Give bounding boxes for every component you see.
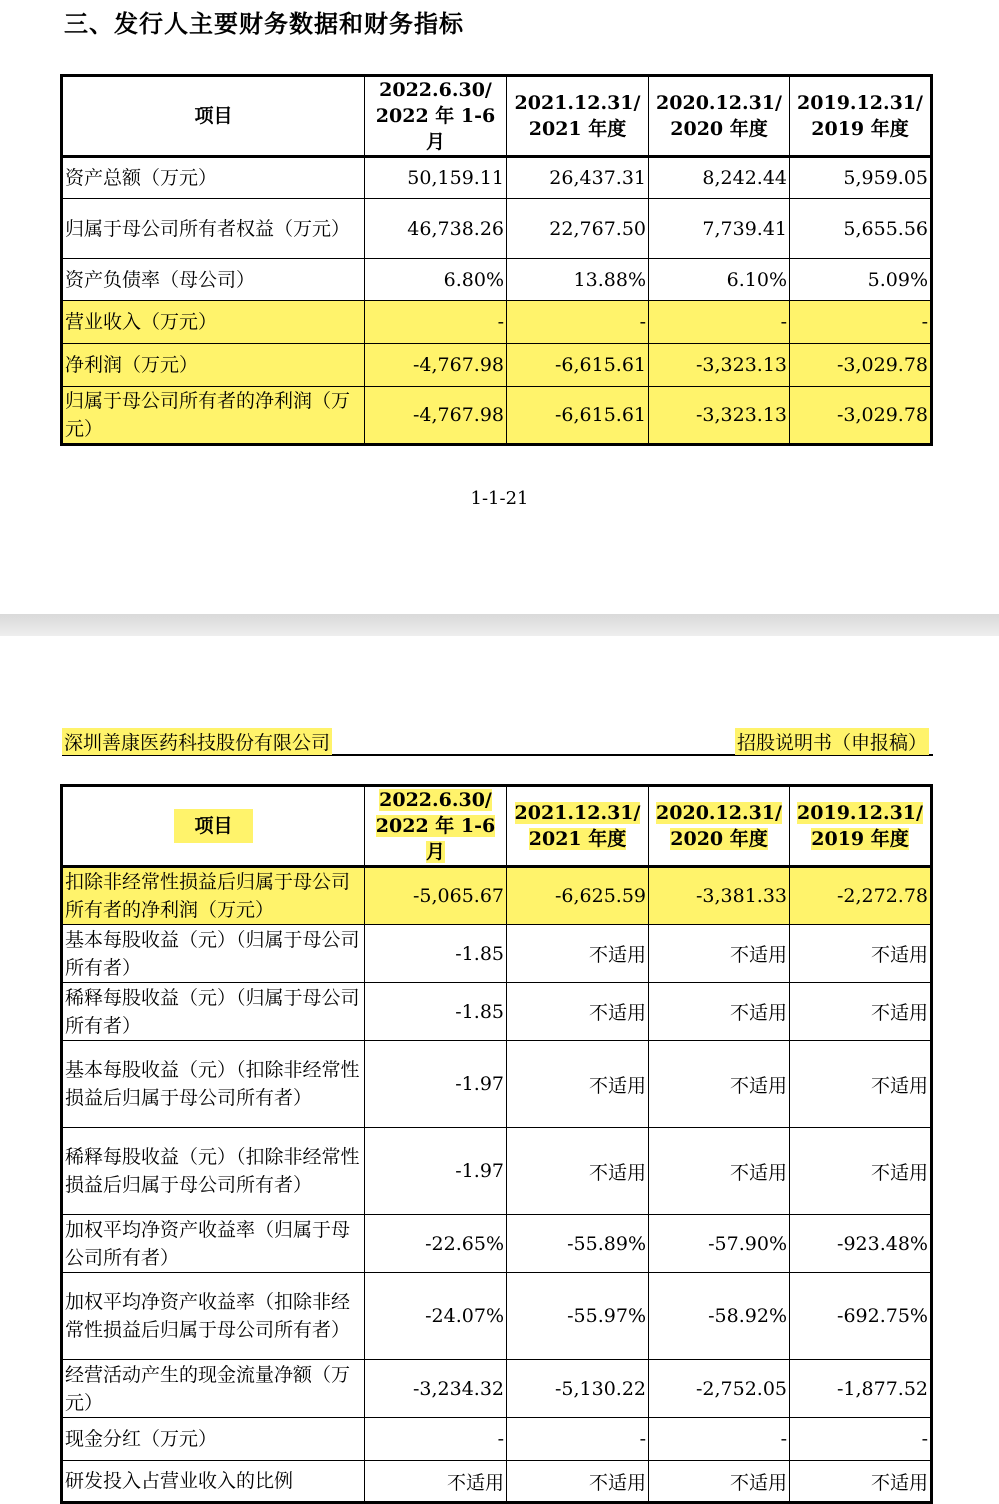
- cell-value: 不适用: [507, 1461, 649, 1503]
- section-title: 三、发行人主要财务数据和财务指标: [64, 10, 464, 38]
- cell-value: 5,655.56: [790, 199, 932, 259]
- financial-table-1: [60, 74, 933, 446]
- cell-value: 6.10%: [649, 259, 790, 301]
- row-label: 资产总额（万元）: [62, 157, 365, 199]
- cell-value: 不适用: [649, 1041, 790, 1128]
- table-row-highlighted: [62, 387, 932, 445]
- row-label: 现金分红（万元）: [62, 1418, 365, 1461]
- cell-value: 不适用: [649, 983, 790, 1041]
- cell-value: -: [790, 1418, 932, 1461]
- cell-value: 22,767.50: [507, 199, 649, 259]
- row-label: 稀释每股收益（元）（扣除非经常性损益后归属于母公司所有者）: [62, 1128, 365, 1215]
- row-label: 营业收入（万元）: [62, 301, 365, 344]
- cell-value: -1.97: [365, 1128, 507, 1215]
- financial-table-2: [60, 784, 933, 1504]
- table-row: [62, 925, 932, 983]
- document-header: [62, 728, 933, 756]
- cell-value: 50,159.11: [365, 157, 507, 199]
- cell-value: -58.92%: [649, 1273, 790, 1360]
- table-row: [62, 1360, 932, 1418]
- cell-value: -55.89%: [507, 1215, 649, 1273]
- page-separator: [0, 614, 999, 636]
- cell-value: -: [365, 1418, 507, 1461]
- cell-value: 不适用: [790, 1128, 932, 1215]
- cell-value: 不适用: [790, 925, 932, 983]
- cell-value: -692.75%: [790, 1273, 932, 1360]
- cell-value: 5,959.05: [790, 157, 932, 199]
- header-col-2022h1: 2022.6.30/ 2022 年 1-6 月: [365, 76, 507, 157]
- cell-value: -4,767.98: [365, 387, 507, 445]
- table-row: [62, 199, 932, 259]
- cell-value: 不适用: [507, 1041, 649, 1128]
- cell-value: -55.97%: [507, 1273, 649, 1360]
- table-row: [62, 1461, 932, 1503]
- cell-value: 不适用: [507, 1128, 649, 1215]
- cell-value: -5,130.22: [507, 1360, 649, 1418]
- page-number: 1-1-21: [470, 488, 529, 509]
- row-label: 研发投入占营业收入的比例: [62, 1461, 365, 1503]
- cell-value: 不适用: [790, 1461, 932, 1503]
- cell-value: -1.85: [365, 925, 507, 983]
- cell-value: -2,752.05: [649, 1360, 790, 1418]
- company-name: 深圳善康医药科技股份有限公司: [62, 728, 332, 755]
- cell-value: -923.48%: [790, 1215, 932, 1273]
- table-row: [62, 1418, 932, 1461]
- row-label: 基本每股收益（元）（归属于母公司所有者）: [62, 925, 365, 983]
- cell-value: -: [649, 1418, 790, 1461]
- cell-value: -3,029.78: [790, 344, 932, 387]
- row-label: 加权平均净资产收益率（归属于母公司所有者）: [62, 1215, 365, 1273]
- row-label: 稀释每股收益（元）（归属于母公司所有者）: [62, 983, 365, 1041]
- table-header-row: [62, 786, 932, 867]
- cell-value: -22.65%: [365, 1215, 507, 1273]
- cell-value: -3,029.78: [790, 387, 932, 445]
- cell-value: 不适用: [790, 1041, 932, 1128]
- header-col-2021: 2021.12.31/ 2021 年度: [507, 786, 649, 867]
- row-label: 资产负债率（母公司）: [62, 259, 365, 301]
- table-header-row: [62, 76, 932, 157]
- cell-value: -5,065.67: [365, 867, 507, 925]
- table-row-highlighted: [62, 867, 932, 925]
- cell-value: 不适用: [649, 1128, 790, 1215]
- cell-value: 46,738.26: [365, 199, 507, 259]
- table-row: [62, 1128, 932, 1215]
- cell-value: 26,437.31: [507, 157, 649, 199]
- header-item: 项目: [62, 76, 365, 157]
- cell-value: -: [790, 301, 932, 344]
- header-col-2020: 2020.12.31/ 2020 年度: [649, 786, 790, 867]
- cell-value: -1,877.52: [790, 1360, 932, 1418]
- cell-value: -6,615.61: [507, 344, 649, 387]
- table-row: [62, 157, 932, 199]
- cell-value: -6,625.59: [507, 867, 649, 925]
- cell-value: 8,242.44: [649, 157, 790, 199]
- cell-value: -3,323.13: [649, 344, 790, 387]
- cell-value: -6,615.61: [507, 387, 649, 445]
- row-label: 加权平均净资产收益率（扣除非经常性损益后归属于母公司所有者）: [62, 1273, 365, 1360]
- cell-value: -3,381.33: [649, 867, 790, 925]
- cell-value: -57.90%: [649, 1215, 790, 1273]
- row-label: 归属于母公司所有者权益（万元）: [62, 199, 365, 259]
- table-row-highlighted: [62, 301, 932, 344]
- cell-value: -: [507, 301, 649, 344]
- header-col-2022h1: 2022.6.30/ 2022 年 1-6 月: [365, 786, 507, 867]
- cell-value: -: [649, 301, 790, 344]
- header-col-2019: 2019.12.31/ 2019 年度: [790, 786, 932, 867]
- document-type: 招股说明书（申报稿）: [735, 728, 929, 755]
- row-label: 扣除非经常性损益后归属于母公司所有者的净利润（万元）: [62, 867, 365, 925]
- row-label: 归属于母公司所有者的净利润（万元）: [62, 387, 365, 445]
- cell-value: -: [507, 1418, 649, 1461]
- cell-value: -1.85: [365, 983, 507, 1041]
- row-label: 基本每股收益（元）（扣除非经常性损益后归属于母公司所有者）: [62, 1041, 365, 1128]
- cell-value: 不适用: [507, 925, 649, 983]
- cell-value: 13.88%: [507, 259, 649, 301]
- cell-value: -1.97: [365, 1041, 507, 1128]
- header-item: 项目: [62, 786, 365, 867]
- cell-value: -2,272.78: [790, 867, 932, 925]
- cell-value: 5.09%: [790, 259, 932, 301]
- header-col-2019: 2019.12.31/ 2019 年度: [790, 76, 932, 157]
- cell-value: 不适用: [790, 983, 932, 1041]
- cell-value: 6.80%: [365, 259, 507, 301]
- cell-value: -: [365, 301, 507, 344]
- header-col-2020: 2020.12.31/ 2020 年度: [649, 76, 790, 157]
- header-col-2021: 2021.12.31/ 2021 年度: [507, 76, 649, 157]
- cell-value: -4,767.98: [365, 344, 507, 387]
- row-label: 净利润（万元）: [62, 344, 365, 387]
- cell-value: -3,234.32: [365, 1360, 507, 1418]
- table-row-highlighted: [62, 344, 932, 387]
- row-label: 经营活动产生的现金流量净额（万元）: [62, 1360, 365, 1418]
- table-row: [62, 1215, 932, 1273]
- table-row: [62, 1273, 932, 1360]
- cell-value: 不适用: [649, 925, 790, 983]
- cell-value: 7,739.41: [649, 199, 790, 259]
- table-row: [62, 983, 932, 1041]
- cell-value: -24.07%: [365, 1273, 507, 1360]
- table-row: [62, 259, 932, 301]
- table-row: [62, 1041, 932, 1128]
- cell-value: 不适用: [365, 1461, 507, 1503]
- cell-value: 不适用: [507, 983, 649, 1041]
- cell-value: -3,323.13: [649, 387, 790, 445]
- cell-value: 不适用: [649, 1461, 790, 1503]
